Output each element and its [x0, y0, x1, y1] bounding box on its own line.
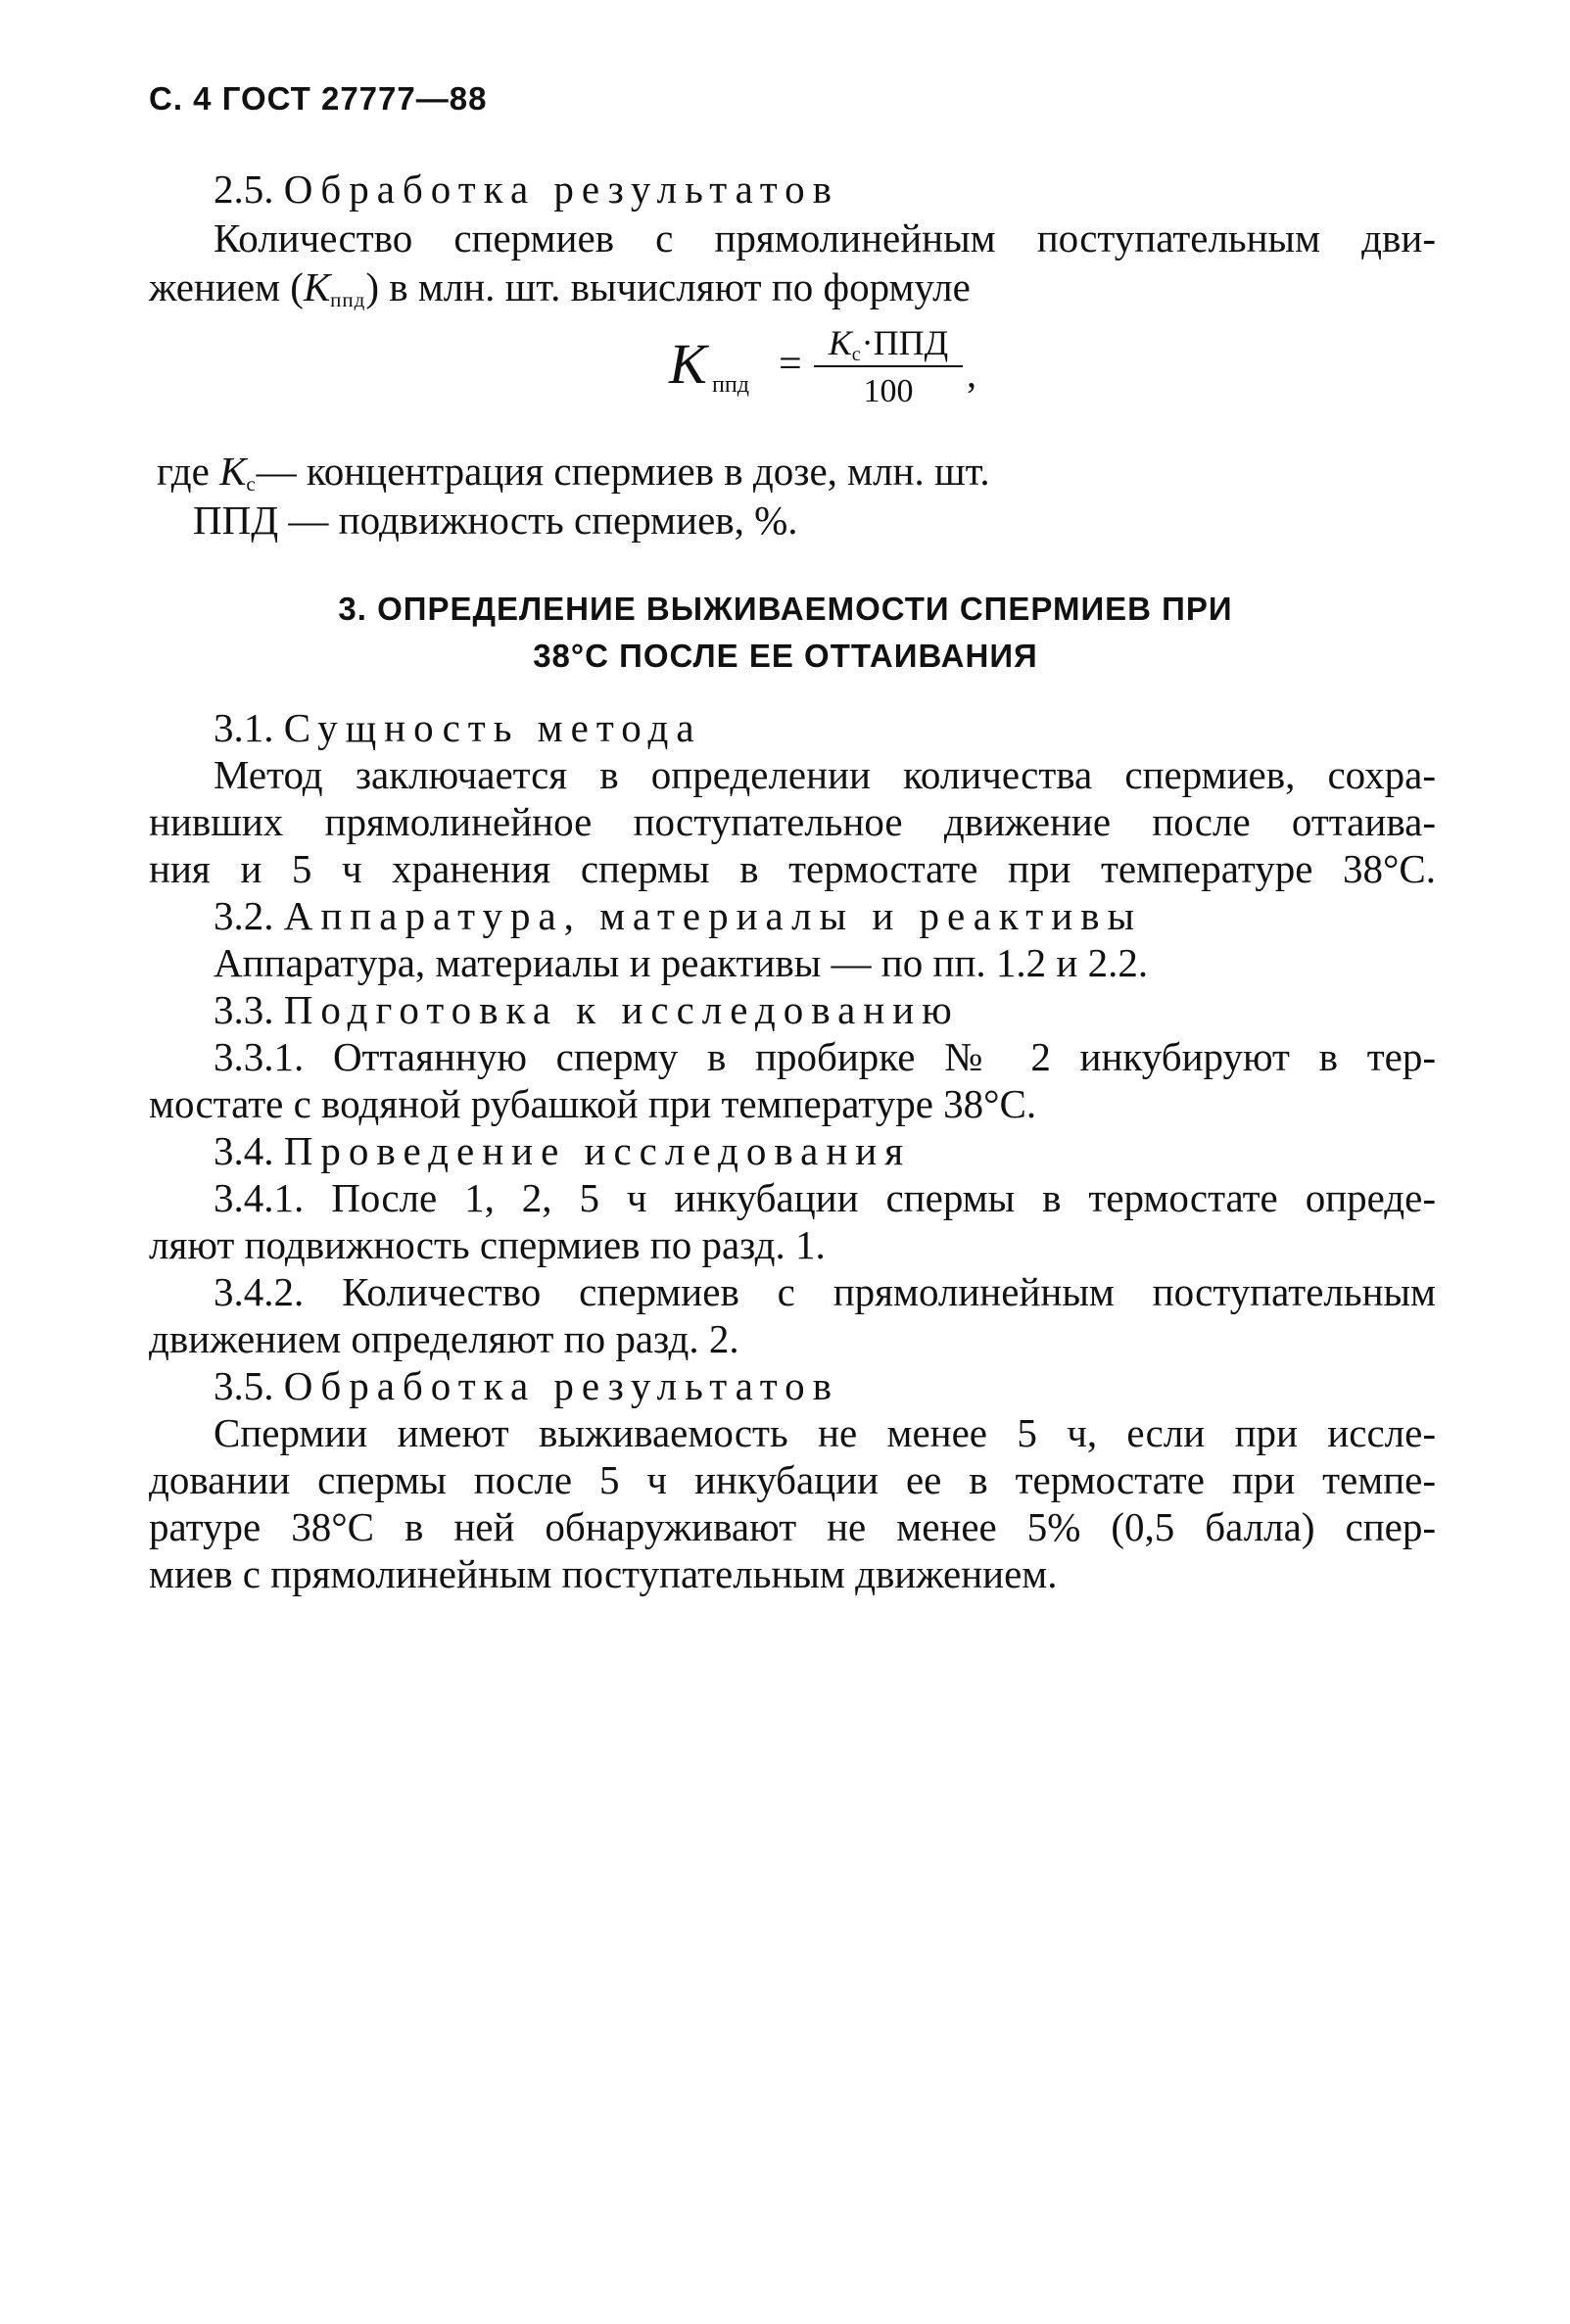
section-title: Сущность метода: [283, 705, 702, 750]
paragraph-line: ляют подвижность спермиев по разд. 1.: [149, 1222, 826, 1267]
section-title: Обработка результатов: [283, 1363, 840, 1408]
section-3-2-heading: [214, 893, 1142, 938]
paragraph-line: Количество спермиев с прямолинейным поступательным дви-: [214, 215, 1436, 261]
text-run: где: [157, 449, 220, 494]
running-head: С. 4 ГОСТ 27777—88: [149, 80, 488, 117]
section-3-4-heading: [214, 1128, 911, 1173]
fraction-bar: [814, 365, 963, 367]
section-3-5-heading: [214, 1363, 839, 1408]
text-run: ) в млн. шт. вычисляют по формуле: [365, 264, 971, 309]
paragraph-line: мостате с водяной рубашкой при температуре 38°С.: [149, 1081, 1037, 1126]
formula-lhs-subscript: ппд: [712, 372, 749, 398]
paragraph-line: движением определяют по разд. 2.: [149, 1316, 739, 1361]
paragraph-line: 3.3.1. Оттаянную сперму в пробирке № 2 инкубируют в тер-: [214, 1034, 1436, 1079]
section-3-title: 3. ОПРЕДЕЛЕНИЕ ВЫЖИВАЕМОСТИ СПЕРМИЕВ ПРИ: [338, 591, 1233, 627]
section-title: Обработка результатов: [283, 166, 840, 212]
section-number: 3.4.: [214, 1128, 274, 1173]
text-run: — концентрация спермиев в дозе, млн. шт.: [256, 449, 990, 494]
section-number: 3.1.: [214, 705, 274, 750]
section-title: Проведение исследования: [283, 1128, 912, 1173]
formula: [669, 313, 992, 421]
section-number: 2.5.: [214, 166, 274, 212]
section-3-title: 38°С ПОСЛЕ ЕЕ ОТТАИВАНИЯ: [533, 638, 1038, 674]
text-run: жением (: [149, 264, 304, 309]
section-2-5-heading: [214, 166, 839, 212]
where-line: ППД — подвижность спермиев, %.: [193, 498, 798, 543]
formula-denominator: 100: [863, 373, 914, 409]
numerator-text: ·ППД: [861, 323, 949, 362]
paragraph-line: миев с прямолинейным поступательным движением.: [149, 1551, 1058, 1596]
variable-k: К: [219, 449, 247, 494]
formula-lhs: К: [669, 332, 707, 396]
paragraph-line: ния и 5 ч хранения спермы в термостате при температуре 38°С.: [149, 846, 1436, 891]
formula-equals: =: [779, 342, 802, 387]
variable-k: К: [828, 323, 852, 362]
section-number: 3.3.: [214, 987, 274, 1032]
section-title: Аппаратура, материалы и реактивы: [283, 893, 1143, 938]
section-number: 3.5.: [214, 1363, 274, 1408]
paragraph-line: ратуре 38°С в ней обнаруживают не менее 5% (0,5 балла) спер-: [149, 1504, 1436, 1549]
section-3-3-heading: [214, 987, 960, 1032]
variable-k: К: [303, 264, 331, 309]
subscript: с: [851, 344, 862, 365]
paragraph-line: Метод заключается в определении количества спермиев, сохра-: [214, 752, 1436, 797]
section-number: 3.2.: [214, 893, 274, 938]
paragraph-line: довании спермы после 5 ч инкубации ее в термостате при темпе-: [149, 1457, 1436, 1502]
formula-comma: ,: [967, 352, 976, 396]
subscript: с: [246, 472, 257, 496]
paragraph-line: Спермии имеют выживаемость не менее 5 ч, если при иссле-: [214, 1410, 1436, 1455]
subscript: ппд: [330, 288, 366, 311]
paragraph-line: 3.4.2. Количество спермиев с прямолинейным поступательным: [214, 1269, 1436, 1314]
section-3-1-heading: [214, 705, 702, 750]
section-title: Подготовка к исследованию: [283, 987, 960, 1032]
paragraph-line: Аппаратура, материалы и реактивы — по пп. 1.2 и 2.2.: [214, 940, 1149, 985]
paragraph-line: нивших прямолинейное поступательное движение после оттаива-: [149, 799, 1436, 844]
paragraph-line: 3.4.1. После 1, 2, 5 ч инкубации спермы в термостате опреде-: [214, 1175, 1436, 1220]
